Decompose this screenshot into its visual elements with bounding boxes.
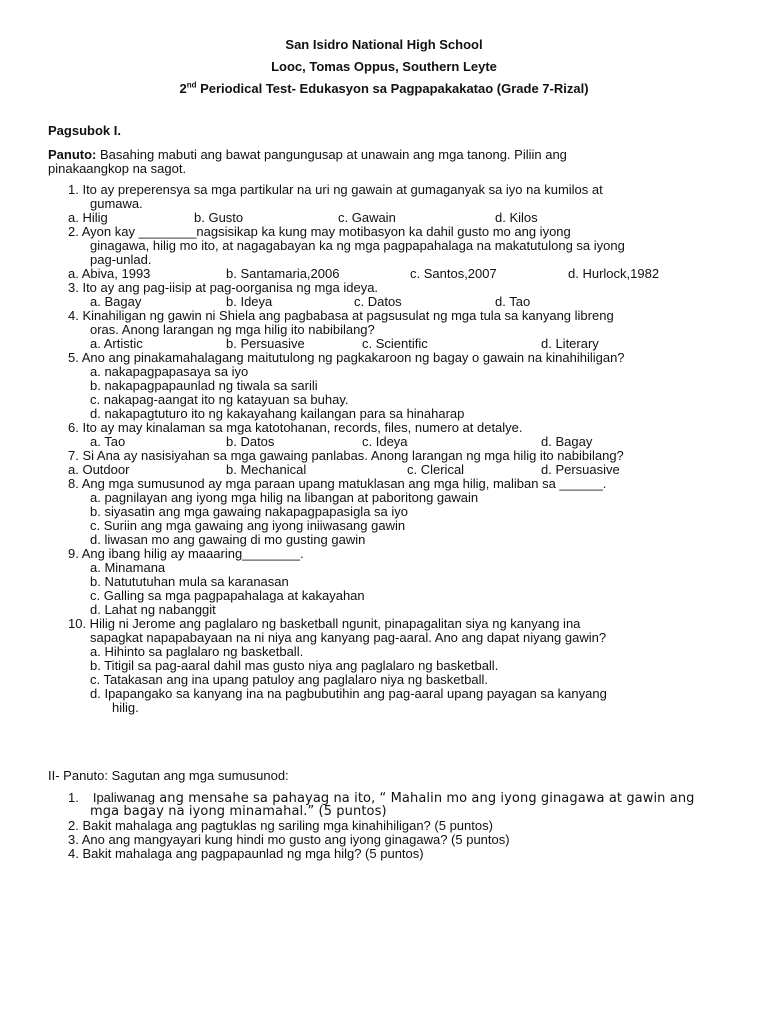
question-3: 3. Ito ay ang pag-iisip at pag-oorganisa ng mga ideya. [68, 280, 379, 295]
q4-choice-c: c. Scientific [362, 336, 428, 351]
q2-choice-d: d. Hurlock,1982 [568, 266, 660, 281]
essay-item-4: 4. Bakit mahalaga ang pagpapaunlad ng mga hilg? (5 puntos) [68, 846, 424, 861]
question-10-cont: sapagkat napapabayaan na ni niya ang kanyang pag-aaral. Ano ang dapat niyang gawin? [90, 630, 607, 645]
q10-choice-c: c. Tatakasan ang ina upang patuloy ang paglalaro niya ng basketball. [90, 672, 488, 687]
q1-choice-b: b. Gusto [194, 210, 244, 225]
q1-choice-a: a. Hilig [68, 210, 108, 225]
q9-choice-a: a. Minamana [90, 560, 166, 575]
q4-choice-b: b. Persuasive [226, 336, 305, 351]
q10-choice-d: d. Ipapangako sa kanyang ina na pagbubutihin ang pag-aaral upang payagan sa kanyang [90, 686, 607, 701]
q5-choice-b: b. nakapagpapaunlad ng tiwala sa sarili [90, 378, 318, 393]
question-1-cont: gumawa. [90, 196, 143, 211]
panuto-text: Basahing mabuti ang bawat pangungusap at unawain ang mga tanong. Piliin ang [96, 147, 567, 162]
question-10: 10. Hilig ni Jerome ang paglalaro ng basketball ngunit, pinapagalitan siya ng kanyang ina [68, 616, 581, 631]
test-title [0, 81, 768, 96]
q1-choice-d: d. Kilos [495, 210, 538, 225]
essay-item-1-cont: mga bagay na iyong minamahal.” (5 puntos) [90, 804, 387, 819]
question-2-cont: ginagawa, hilig mo ito, at nagagabayan ka ng mga pagpapahalaga na makatutulong sa iyong [90, 238, 625, 253]
q4-choice-a: a. Artistic [90, 336, 143, 351]
q10-choice-a: a. Hihinto sa paglalaro ng basketball. [90, 644, 304, 659]
q9-choice-d: d. Lahat ng nabanggit [90, 602, 216, 617]
q1-choice-c: c. Gawain [338, 210, 396, 225]
question-5: 5. Ano ang pinakamahalagang maitutulong ng pagkakaroon ng bagay o gawain na kinahihiligan? [68, 350, 625, 365]
question-8: 8. Ang mga sumusunod ay mga paraan upang matuklasan ang mga hilig, maliban sa ______. [68, 476, 607, 491]
essay-item-1-keyword: Ipaliwanag [92, 790, 155, 805]
q9-choice-b: b. Natututuhan mula sa karanasan [90, 574, 289, 589]
q7-choice-d: d. Persuasive [541, 462, 620, 477]
question-1: 1. Ito ay preperensya sa mga partikular na uri ng gawain at gumaganyak sa iyo na kumilos at [68, 182, 603, 197]
q3-choice-b: b. Ideya [226, 294, 273, 309]
school-location: Looc, Tomas Oppus, Southern Leyte [271, 59, 497, 74]
question-9: 9. Ang ibang hilig ay maaaring________. [68, 546, 304, 561]
question-2-cont2: pag-unlad. [90, 252, 152, 267]
q5-choice-a: a. nakapagpapasaya sa iyo [90, 364, 249, 379]
q8-choice-c: c. Suriin ang mga gawaing ang iyong iniiwasang gawin [90, 518, 406, 533]
q3-choice-a: a. Bagay [90, 294, 142, 309]
question-4: 4. Kinahiligan ng gawin ni Shiela ang pagbabasa at pagsusulat ng mga tula sa kanyang libreng [68, 308, 614, 323]
q7-choice-b: b. Mechanical [226, 462, 307, 477]
part1-heading: Pagsubok I. [48, 123, 121, 138]
test-title-number: 2 [179, 81, 187, 96]
q4-choice-d: d. Literary [541, 336, 599, 351]
q3-choice-d: d. Tao [495, 294, 531, 309]
q5-choice-c: c. nakapag-aangat ito ng katayuan sa buhay. [90, 392, 349, 407]
q6-choice-d: d. Bagay [541, 434, 593, 449]
q6-choice-a: a. Tao [90, 434, 126, 449]
q10-choice-d-cont: hilig. [112, 700, 139, 715]
question-2: 2. Ayon kay ________nagsisikap ka kung may motibasyon ka dahil gusto mo ang iyong [68, 224, 571, 239]
q8-choice-b: b. siyasatin ang mga gawaing nakapagpapasigla sa iyo [90, 504, 408, 519]
q6-choice-c: c. Ideya [362, 434, 408, 449]
part2-heading: II- Panuto: Sagutan ang mga sumusunod: [48, 768, 289, 783]
question-6: 6. Ito ay may kinalaman sa mga katotohanan, records, files, numero at detalye. [68, 420, 523, 435]
question-4-cont: oras. Anong larangan ng mga hilig ito nabibilang? [90, 322, 375, 337]
essay-item-3: 3. Ano ang mangyayari kung hindi mo gusto ang iyong ginagawa? (5 puntos) [68, 832, 510, 847]
essay-item-1-number: 1. [68, 790, 79, 805]
q10-choice-b: b. Titigil sa pag-aaral dahil mas gusto niya ang paglalaro ng basketball. [90, 658, 499, 673]
q8-choice-a: a. pagnilayan ang iyong mga hilig na libangan at paboritong gawain [90, 490, 479, 505]
part1-instructions [48, 148, 567, 162]
q5-choice-d: d. nakapagtuturo ito ng kakayahang kailangan para sa hinaharap [90, 406, 465, 421]
q3-choice-c: c. Datos [354, 294, 402, 309]
q7-choice-a: a. Outdoor [68, 462, 130, 477]
q9-choice-c: c. Galling sa mga pagpapahalaga at kakayahan [90, 588, 365, 603]
test-title-suffix: nd [186, 80, 197, 90]
q8-choice-d: d. liwasan mo ang gawaing di mo gusting gawin [90, 532, 366, 547]
essay-item-1-text: ang mensahe sa pahayag na ito, “ Mahalin mo ang iyong ginagawa at gawin ang [155, 791, 695, 806]
panuto-text-line2: pinakaangkop na sagot. [48, 161, 187, 176]
panuto-label: Panuto: [48, 147, 97, 162]
essay-item-2: 2. Bakit mahalaga ang pagtuklas ng sariling mga kinahihiligan? (5 puntos) [68, 818, 493, 833]
q2-choice-c: c. Santos,2007 [410, 266, 497, 281]
test-title-text: Periodical Test- Edukasyon sa Pagpapakakatao (Grade 7-Rizal) [196, 81, 589, 96]
question-7: 7. Si Ana ay nasisiyahan sa mga gawaing panlabas. Anong larangan ng mga hilig ito nabibilang? [68, 448, 624, 463]
q2-choice-a: a. Abiva, 1993 [68, 266, 151, 281]
q7-choice-c: c. Clerical [407, 462, 465, 477]
q2-choice-b: b. Santamaria,2006 [226, 266, 340, 281]
q6-choice-b: b. Datos [226, 434, 275, 449]
school-name: San Isidro National High School [285, 37, 483, 52]
